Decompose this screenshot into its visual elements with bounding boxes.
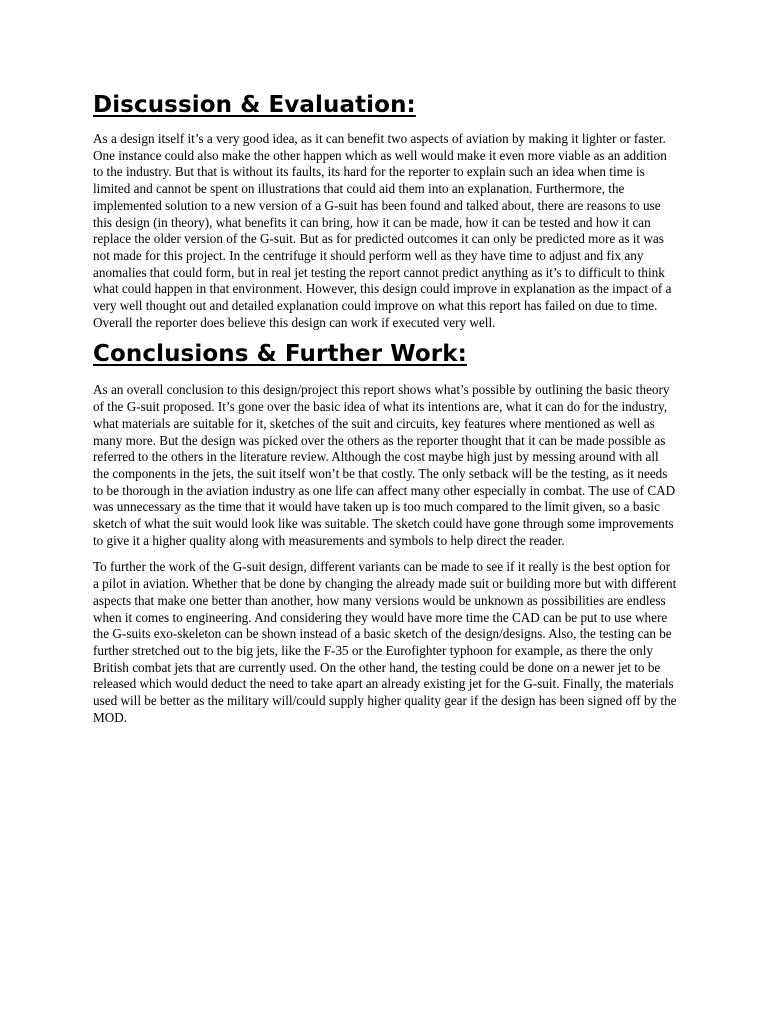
further-work-paragraph: To further the work of the G-suit design, different variants can be made to see if it really is the best option for a pilot in aviation. Whether that be done by changing the already made suit or building more but with different aspects that make one better than another, how many versions would be unknown as possibilities are endless when it comes to engineering. And considering they would have more time the CAD can be put to use where the G-suits exo-skeleton can be shown instead of a basic sketch of the design/designs. Also, the testing can be further stretched out to the big jets, like the F-35 or the Eurofighter typhoon for example, as there the only British combat jets that are currently used. On the other hand, the testing could be done on a newer jet to be released which would deduct the need to take apart an already existing jet for the G-suit. Finally, the materials used will be better as the military will/could supply higher quality gear if the design has been signed off by the MOD. xyxy=(93,559,677,725)
discussion-evaluation-heading: Discussion & Evaluation: xyxy=(93,92,416,118)
conclusion-paragraph: As an overall conclusion to this design/project this report shows what’s possible by outlining the basic theory of the G-suit proposed. It’s gone over the basic idea of what its intentions are, what it can do for the industry, what materials are suitable for it, sketches of the suit and circuits, key features where mentioned as well as many more. But the design was picked over the others as the reporter thought that it can be made possible as referred to the others in the literature review. Although the cost maybe high just by messing around with all the components in the jets, the suit itself won’t be that costly. The only setback will be the testing, as it needs to be thorough in the aviation industry as one life can affect many other especially in combat. The use of CAD was unnecessary as the time that it would have taken up is too much compared to the limit given, so a basic sketch of what the suit would look like was suitable. The sketch could have gone through some improvements to give it a higher quality along with measurements and symbols to help direct the reader. xyxy=(93,382,676,548)
conclusions-further-work-section xyxy=(93,339,677,726)
discussion-evaluation-section xyxy=(93,90,677,331)
discussion-paragraph: As a design itself it’s a very good idea, as it can benefit two aspects of aviation by making it lighter or faster. One instance could also make the other happen which as well would make it even more viable as an addition to the industry. But that is without its faults, its hard for the reporter to explain such an idea when time is limited and cannot be spent on illustrations that could aid them into an explanation. Furthermore, the implemented solution to a new version of a G-suit has been found and talked about, there are reasons to use this design (in theory), what benefits it can bring, how it can be made, how it can be tested and how it can replace the older version of the G-suit. But as for predicted outcomes it can only be predicted more as it was not made for this project. In the centrifuge it should perform well as they have time to adjust and fix any anomalies that could form, but in real jet testing the report cannot predict anything as it’s to difficult to think what could happen in that environment. However, this design could improve in explanation as the impact of a very well thought out and detailed explanation could improve on what this report has failed on due to time. Overall the reporter does believe this design can work if executed very well. xyxy=(93,131,672,330)
document-body xyxy=(93,90,677,727)
conclusions-further-work-heading: Conclusions & Further Work: xyxy=(93,341,467,368)
